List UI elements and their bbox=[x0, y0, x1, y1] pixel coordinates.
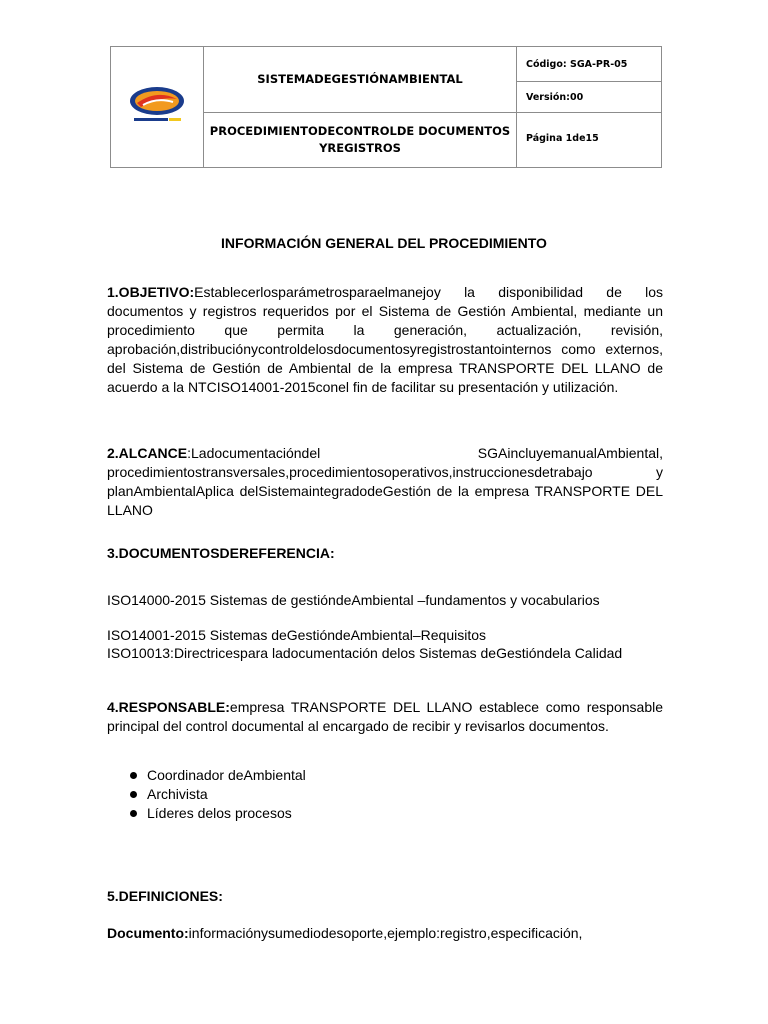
definition-document bbox=[107, 924, 663, 943]
reference-item: ISO14001-2015 Sistemas deGestióndeAmbiental–Requisitos bbox=[107, 627, 487, 643]
responsible-text: empresa TRANSPORTE DEL LLANO establece como responsable principal del control documental al encargado de recibir y revisarlos documentos. bbox=[107, 699, 663, 734]
scope-label: 2.ALCANCE bbox=[107, 445, 188, 461]
definition-term: Documento: bbox=[107, 925, 189, 941]
list-item: Coordinador deAmbiental bbox=[130, 766, 306, 785]
responsible-section bbox=[107, 698, 663, 736]
document-code: Código: SGA-PR-05 bbox=[517, 47, 662, 82]
objective-label: 1.OBJETIVO: bbox=[107, 284, 195, 300]
bullet-icon bbox=[130, 810, 137, 817]
list-item: Líderes delos procesos bbox=[130, 804, 306, 823]
document-title: INFORMACIÓN GENERAL DEL PROCEDIMIENTO bbox=[221, 235, 547, 251]
document-header bbox=[110, 46, 662, 168]
objective-text: Establecerlosparámetrosparaelmanejoy la disponibilidad de los documentos y registros requeridos por el Sistema de Gestión Ambiental, mediante un procedimiento que permita la generación, actualización, revisión, aprobación,distribuciónycontroldelosdocumentosyregistrostantointernos como externos, del Sistema de Gestión de Ambiental de la empresa TRANSPORTE DEL LLANO de acuerdo a la NTCISO14001-2015conel fin de facilitar su presentación y utilización. bbox=[107, 284, 663, 395]
company-logo bbox=[127, 85, 187, 125]
document-version: Versión:00 bbox=[517, 82, 662, 113]
reference-item: ISO14000-2015 Sistemas de gestióndeAmbiental –fundamentos y vocabularios bbox=[107, 592, 600, 608]
bullet-icon bbox=[130, 772, 137, 779]
system-title: SISTEMADEGESTIÓNAMBIENTAL bbox=[204, 47, 517, 113]
procedure-title: PROCEDIMIENTODECONTROLDE DOCUMENTOS YREGISTROS bbox=[204, 113, 517, 168]
list-item: Archivista bbox=[130, 785, 306, 804]
definition-text: informaciónysumediodesoporte,ejemplo:registro,especificación, bbox=[188, 925, 583, 941]
reference-item: ISO10013:Directricespara ladocumentación delos Sistemas deGestióndela Calidad bbox=[107, 645, 623, 661]
references-heading: 3.DOCUMENTOSDEREFERENCIA: bbox=[107, 545, 335, 561]
responsible-list bbox=[130, 766, 306, 823]
definitions-heading: 5.DEFINICIONES: bbox=[107, 888, 223, 904]
logo-cell bbox=[111, 47, 204, 168]
responsible-label: 4.RESPONSABLE: bbox=[107, 699, 230, 715]
bullet-icon bbox=[130, 791, 137, 798]
scope-text: :Ladocumentacióndel SGAincluyemanualAmbiental, procedimientostransversales,procedimientosoperativos,instruccionesdetrabajo y planAmbientalAplica delSistemaintegradodeGestión de la empresa TRANSPORTE DEL LLANO bbox=[107, 445, 663, 518]
scope-section bbox=[107, 444, 663, 520]
objective-section bbox=[107, 283, 663, 397]
page-number: Página 1de15 bbox=[517, 113, 662, 168]
